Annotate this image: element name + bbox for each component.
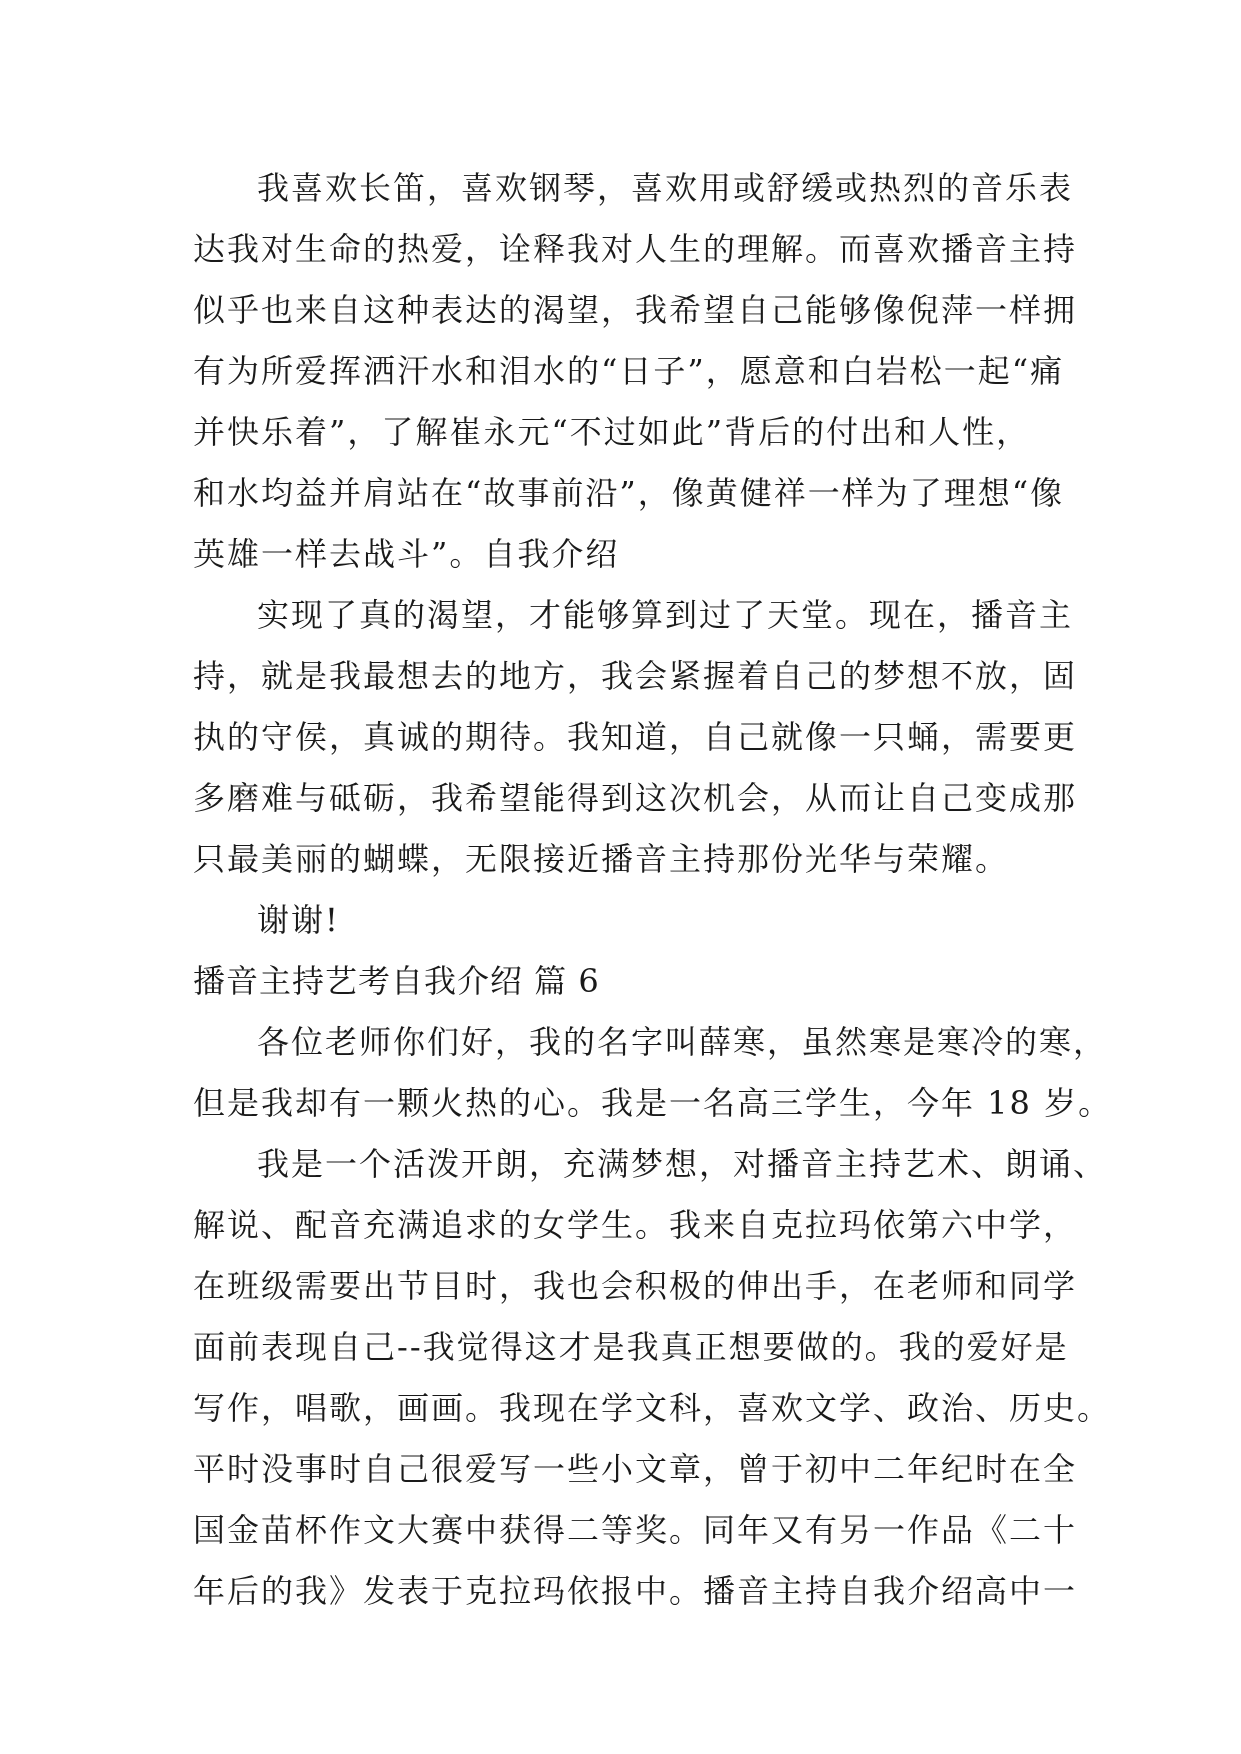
text-line: 写作，唱歌，画画。我现在学文科，喜欢文学、政治、历史。 <box>193 1389 1112 1427</box>
text-line: 似乎也来自这种表达的渴望，我希望自己能够像倪萍一样拥 <box>193 291 1078 329</box>
text-line: 我是一个活泼开朗，充满梦想，对播音主持艺术、朗诵、 <box>257 1145 1108 1183</box>
text-line: 我喜欢长笛，喜欢钢琴，喜欢用或舒缓或热烈的音乐表 <box>257 169 1074 207</box>
text-line: 平时没事时自己很爱写一些小文章，曾于初中二年纪时在全 <box>193 1450 1078 1488</box>
text-line: 有为所爱挥洒汗水和泪水的“日子”，愿意和白岩松一起“痛 <box>193 352 1065 390</box>
text-line: 在班级需要出节目时，我也会积极的伸出手，在老师和同学 <box>193 1267 1078 1305</box>
paragraph <box>193 890 1073 951</box>
paragraph <box>193 1012 1113 1134</box>
text-line: 多磨难与砥砺，我希望能得到这次机会，从而让自己变成那 <box>193 779 1078 817</box>
text-line: 执的守侯，真诚的期待。我知道，自己就像一只蛹，需要更 <box>193 718 1078 756</box>
text-line: 并快乐着”，了解崔永元“不过如此”背后的付出和人性， <box>193 413 1031 451</box>
section-heading <box>193 951 1073 1012</box>
paragraph <box>193 1134 1112 1622</box>
paragraph <box>193 585 1078 890</box>
text-line: 年后的我》发表于克拉玛依报中。播音主持自我介绍高中一 <box>193 1572 1078 1610</box>
text-line: 各位老师你们好，我的名字叫薛寒，虽然寒是寒冷的寒， <box>257 1023 1108 1061</box>
text-line: 达我对生命的热爱，诠释我对人生的理解。而喜欢播音主持 <box>193 230 1078 268</box>
text-line: 但是我却有一颗火热的心。我是一名高三学生，今年 18 岁。 <box>193 1084 1113 1122</box>
text-line: 实现了真的渴望，才能够算到过了天堂。现在，播音主 <box>257 596 1074 634</box>
heading-text: 播音主持艺考自我介绍 篇 6 <box>193 962 600 1000</box>
document-body <box>193 158 1113 1622</box>
text-line: 面前表现自己--我觉得这才是我真正想要做的。我的爱好是 <box>193 1328 1069 1366</box>
paragraph <box>193 158 1078 585</box>
text-line: 英雄一样去战斗”。自我介绍 <box>193 535 620 573</box>
text-line: 和水均益并肩站在“故事前沿”，像黄健祥一样为了理想“像 <box>193 474 1065 512</box>
text-line: 只最美丽的蝴蝶，无限接近播音主持那份光华与荣耀。 <box>193 840 1010 878</box>
text-line: 持，就是我最想去的地方，我会紧握着自己的梦想不放，固 <box>193 657 1078 695</box>
text-line: 国金苗杯作文大赛中获得二等奖。同年又有另一作品《二十 <box>193 1511 1078 1549</box>
text-line: 解说、配音充满追求的女学生。我来自克拉玛依第六中学， <box>193 1206 1078 1244</box>
text-line: 谢谢! <box>257 901 340 939</box>
